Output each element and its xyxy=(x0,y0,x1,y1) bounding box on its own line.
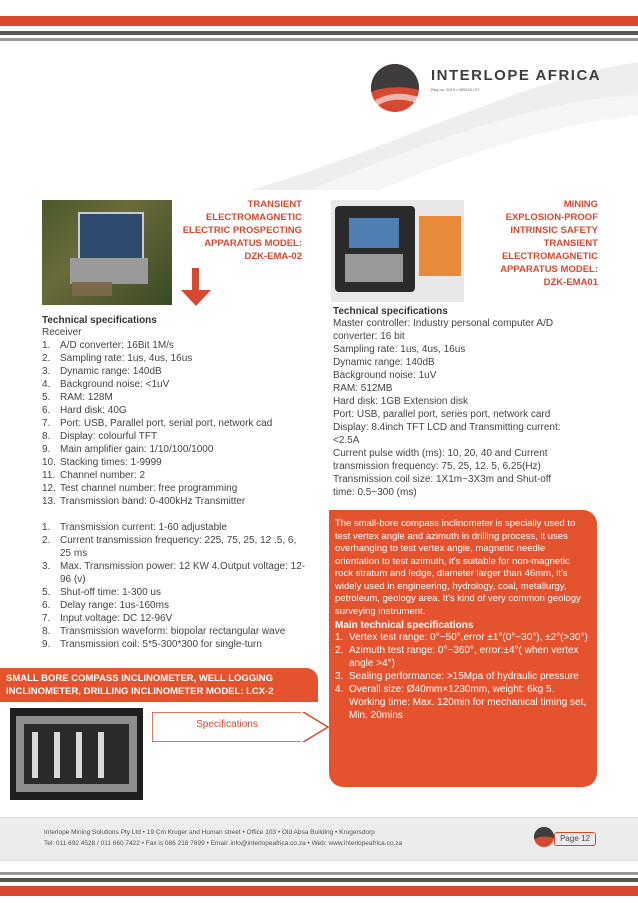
inclinometer-title-line: INCLINOMETER, DRILLING INCLINOMETER MODEL: LCX-2 xyxy=(6,686,274,697)
list-item: 8. Transmission waveform: biopolar rectangular wave xyxy=(42,626,286,637)
dzk-ema-02-title-line: DZK-EMA-02 xyxy=(244,251,302,262)
list-item: 9. Main amplifier gain: 1/10/100/1000 xyxy=(42,444,214,455)
top-stripe-grey xyxy=(0,31,638,35)
spec-line: Current pulse width (ms): 10, 20, 40 and Current xyxy=(333,448,548,459)
list-item: 3. Max. Transmission power: 12 KW 4.Output voltage: 12-96 (v) xyxy=(42,561,306,585)
list-item: 11. Channel number: 2 xyxy=(42,470,146,481)
dzk-ema-02-title-line: ELECTROMAGNETIC xyxy=(205,212,302,223)
dzk-ema-02-title-line: APPARATUS MODEL: xyxy=(204,238,302,249)
down-arrow-icon xyxy=(176,268,216,308)
list-item: 10. Stacking times: 1-9999 xyxy=(42,457,162,468)
list-item: 2. Azimuth test range: 0°~360°, error:±4°( when vertex angle >4°) xyxy=(335,645,579,669)
spec-line: Display: 8.4inch TFT LCD and Transmitting current: xyxy=(333,422,561,433)
list-item: 5. Shut-off time: 1-300 us xyxy=(42,587,161,598)
receiver-label: Receiver xyxy=(42,327,82,338)
spec-line: transmission frequency: 75, 25, 12. 5, 6.25(Hz) xyxy=(333,461,541,472)
list-item: 1. A/D converter: 16Bit 1M/s xyxy=(42,340,174,351)
specifications-label: Specifications xyxy=(196,719,258,730)
dzk-ema01-title-line: INTRINSIC SAFETY xyxy=(510,225,598,236)
dzk-ema01-title-line: APPARATUS MODEL: xyxy=(500,264,598,275)
list-item: 13. Transmission band: 0-400kHz Transmitter xyxy=(42,496,246,507)
list-item: 7. Input voltage: DC 12-96V xyxy=(42,613,173,624)
list-item: 2. Current transmission frequency: 225, 75, 25, 12 .5, 6, 25 ms xyxy=(42,535,297,559)
inclinometer-description-panel xyxy=(329,510,597,787)
receiver-list xyxy=(42,339,310,508)
registration-number: Reg no: 2013 / 083228 / 07 xyxy=(431,87,480,92)
spec-line: Dynamic range: 140dB xyxy=(333,357,435,368)
spec-line: Transmission coil size: 1X1m~3X3m and Shut-off xyxy=(333,474,552,485)
spec-heading: Technical specifications xyxy=(333,306,448,317)
inclinometer-photo xyxy=(10,708,143,800)
bottom-stripe-red xyxy=(0,886,638,896)
dzk-ema01-title-line: TRANSIENT xyxy=(543,238,598,249)
dzk-ema01-title-line: MINING xyxy=(563,199,598,210)
list-item: 4. Background noise: <1uV xyxy=(42,379,170,390)
spec-line: Port: USB, parallel port, series port, network card xyxy=(333,409,551,420)
list-item: 8. Display: colourful TFT xyxy=(42,431,158,442)
dzk-ema-02-title-line: TRANSIENT xyxy=(247,199,302,210)
list-item: 12. Test channel number: free programming xyxy=(42,483,238,494)
dzk-ema01-title-line: DZK-EMA01 xyxy=(543,277,598,288)
dzk-ema01-title xyxy=(470,198,598,289)
bottom-stripe-grey xyxy=(0,872,638,875)
main-spec-heading: Main technical specifications xyxy=(335,620,474,631)
spec-line: Master controller: Industry personal computer A/D xyxy=(333,318,554,329)
dzk-ema01-photo xyxy=(331,200,464,302)
spec-line: Background noise: 1uV xyxy=(333,370,437,381)
list-item: 6. Hard disk: 40G xyxy=(42,405,127,416)
footer-contact: Tel: 011 692 4528 / 011 660 7422 • Fax is 086 218 7699 • Email: info@interlopeafrica.co.za • Web: www.interlopeafrica.co.za xyxy=(44,840,403,847)
list-item: 3. Sealing performance: >15Mpa of hydraulic pressure xyxy=(335,671,579,682)
spec-line: RAM: 512MB xyxy=(333,383,393,394)
logo-globe-icon xyxy=(365,60,427,115)
inclinometer-title-banner xyxy=(0,668,318,702)
list-item: 3. Dynamic range: 140dB xyxy=(42,366,162,377)
spec-line: time: 0.5~300 (ms) xyxy=(333,487,417,498)
top-stripe-red xyxy=(0,16,638,26)
dzk-ema01-specs xyxy=(333,306,605,499)
list-item: 5. RAM: 128M xyxy=(42,392,113,403)
dzk-ema01-title-line: EXPLOSION-PROOF xyxy=(505,212,598,223)
main-spec-list xyxy=(329,631,597,722)
company-logo xyxy=(365,60,610,115)
inclinometer-title-line: SMALL BORE COMPASS INCLINOMETER, WELL LOGGING xyxy=(6,673,274,684)
dzk-ema-02-photo xyxy=(42,200,172,305)
list-item: 9. Transmission coil: 5*5-300*300 for single-turn xyxy=(42,639,262,650)
company-name: INTERLOPE AFRICA xyxy=(431,67,602,84)
list-item: 2. Sampling rate: 1us, 4us, 16us xyxy=(42,353,193,364)
transmitter-list xyxy=(42,521,310,651)
spec-line: converter: 16 bit xyxy=(333,331,405,342)
list-item: 1. Vertex test range: 0°~50°,error ±1°(0°~30°), ±2°(>30°) xyxy=(335,632,588,643)
spec-line: <2.5A xyxy=(333,435,360,446)
dzk-ema-02-specs xyxy=(42,315,310,651)
dzk-ema-02-title-line: ELECTRIC PROSPECTING xyxy=(182,225,302,236)
list-item: 7. Port: USB, Parallel port, serial port, network cad xyxy=(42,418,273,429)
list-item: 6. Delay range: 1us-160ms xyxy=(42,600,169,611)
list-item: 4. Overall size: Ø40mm×1230mm, weight: 6kg 5. Working time: Max. 120min for mechanical timing set, Min. 20mins xyxy=(335,684,587,721)
footer-address: Interlope Mining Solutions Pty Ltd • 19 Cm Kruger and Human street • Office 103 • Old Absa Building • Krugersdorp xyxy=(44,829,375,836)
spec-line: Sampling rate: 1us, 4us, 16us xyxy=(333,344,466,355)
spec-heading: Technical specifications xyxy=(42,315,157,326)
spec-line: Hard disk: 1GB Extension disk xyxy=(333,396,469,407)
page-number: Page 12 xyxy=(554,832,596,846)
inclinometer-description: The small-bore compass inclinometer is specially used to test vertex angle and azimuth in drilling process, it uses overhanging to test vertex angle, magnetic needle orientation to test azimuth, it's suitable for non-magnetic rock stratum and ledge, diameter larger than 46mm, it's widely used in engineering, hydrology, coal, metallurgy, petroleum, geology area. It's kind of very common geology surveying instrument. xyxy=(335,518,581,617)
dzk-ema01-title-line: ELECTROMAGNETIC xyxy=(501,251,598,262)
dzk-ema-02-title xyxy=(160,198,302,263)
list-item: 1. Transmission current: 1-60 adjustable xyxy=(42,522,227,533)
bottom-stripe-dark xyxy=(0,878,638,882)
